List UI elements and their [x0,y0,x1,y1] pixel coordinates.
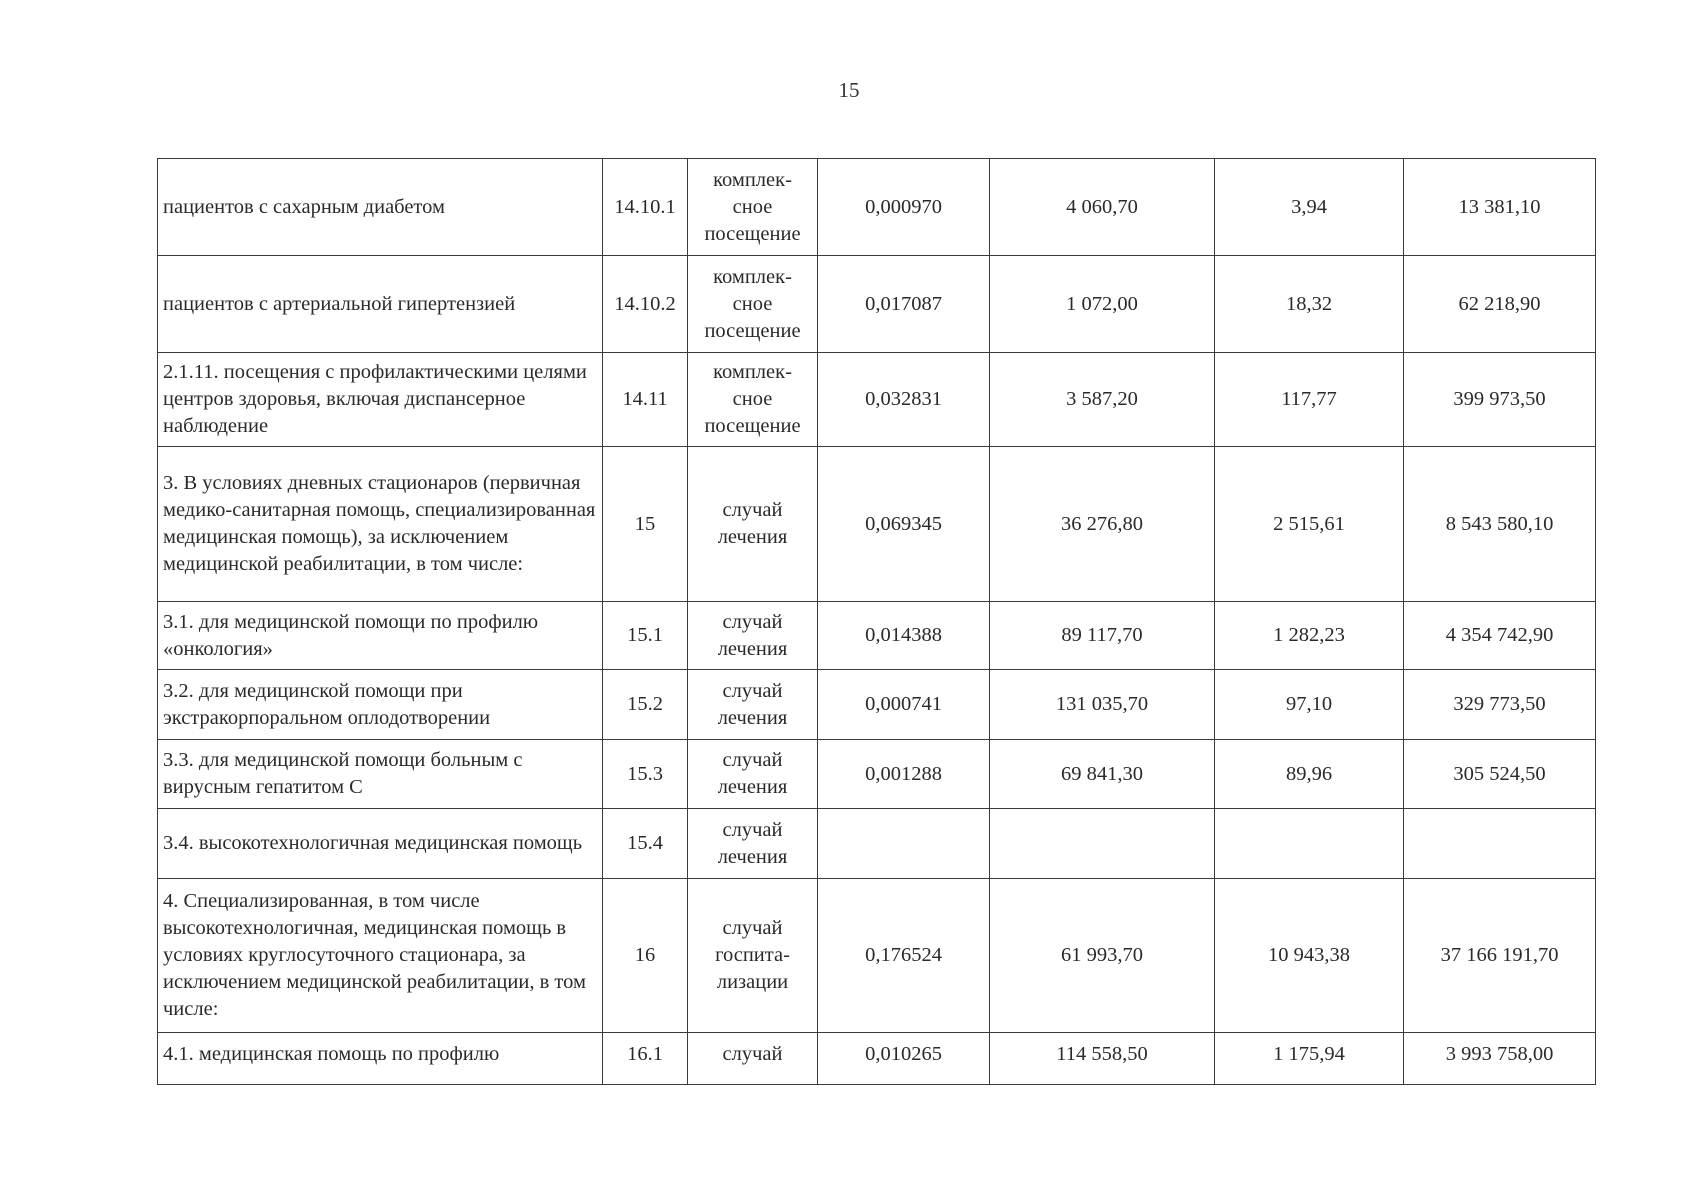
row-per-capita: 97,10 [1215,670,1404,740]
row-cost: 3 587,20 [990,353,1215,447]
row-name: 3. В условиях дневных стационаров (первичная медико-санитарная помощь, специализированная медицинская помощь), за исключением медицинской реабилитации, в том числе: [158,447,603,602]
row-cost: 114 558,50 [990,1033,1215,1085]
data-table [157,158,1596,1085]
table-row [158,740,1596,809]
table-row [158,447,1596,602]
row-norm: 0,032831 [818,353,990,447]
row-name: 3.1. для медицинской помощи по профилю «онкология» [158,602,603,670]
row-code: 16 [603,879,688,1033]
row-code: 14.10.2 [603,256,688,353]
row-total: 305 524,50 [1404,740,1596,809]
row-cost: 36 276,80 [990,447,1215,602]
page-number: 15 [838,78,860,102]
row-cost: 69 841,30 [990,740,1215,809]
table-row [158,602,1596,670]
row-unit: случай [688,1033,818,1085]
table-row [158,256,1596,353]
row-per-capita: 3,94 [1215,159,1404,256]
row-name: 3.3. для медицинской помощи больным с вирусным гепатитом С [158,740,603,809]
row-unit: комплек- сное посещение [688,159,818,256]
row-per-capita: 10 943,38 [1215,879,1404,1033]
row-code: 16.1 [603,1033,688,1085]
row-code: 14.11 [603,353,688,447]
row-unit: случай госпита- лизации [688,879,818,1033]
row-norm: 0,010265 [818,1033,990,1085]
row-name: 4.1. медицинская помощь по профилю [158,1033,603,1085]
row-total: 4 354 742,90 [1404,602,1596,670]
row-code: 15.3 [603,740,688,809]
row-per-capita [1215,809,1404,879]
row-per-capita: 18,32 [1215,256,1404,353]
row-name: пациентов с сахарным диабетом [158,159,603,256]
row-total: 3 993 758,00 [1404,1033,1596,1085]
table-row [158,1033,1596,1085]
row-unit: случай лечения [688,809,818,879]
row-code: 15 [603,447,688,602]
row-total: 8 543 580,10 [1404,447,1596,602]
row-unit: комплек- сное посещение [688,256,818,353]
row-total: 399 973,50 [1404,353,1596,447]
row-per-capita: 117,77 [1215,353,1404,447]
row-name: 2.1.11. посещения с профилактическими целями центров здоровья, включая диспансерное наблюдение [158,353,603,447]
row-per-capita: 2 515,61 [1215,447,1404,602]
row-total: 329 773,50 [1404,670,1596,740]
row-unit: случай лечения [688,447,818,602]
row-unit: случай лечения [688,670,818,740]
row-code: 15.4 [603,809,688,879]
table-row [158,809,1596,879]
table-row [158,670,1596,740]
row-total [1404,809,1596,879]
row-cost: 1 072,00 [990,256,1215,353]
row-total: 13 381,10 [1404,159,1596,256]
row-norm: 0,001288 [818,740,990,809]
table-row [158,159,1596,256]
row-norm [818,809,990,879]
row-code: 14.10.1 [603,159,688,256]
row-unit: комплек- сное посещение [688,353,818,447]
row-per-capita: 1 175,94 [1215,1033,1404,1085]
row-norm: 0,000970 [818,159,990,256]
row-name: 3.2. для медицинской помощи при экстракорпоральном оплодотворении [158,670,603,740]
row-name: 4. Специализированная, в том числе высокотехнологичная, медицинская помощь в условиях круглосуточного стационара, за исключением медицинской реабилитации, в том числе: [158,879,603,1033]
row-norm: 0,014388 [818,602,990,670]
row-cost: 4 060,70 [990,159,1215,256]
row-cost [990,809,1215,879]
table-row [158,353,1596,447]
row-norm: 0,000741 [818,670,990,740]
row-unit: случай лечения [688,602,818,670]
row-total: 37 166 191,70 [1404,879,1596,1033]
row-unit: случай лечения [688,740,818,809]
row-name: 3.4. высокотехнологичная медицинская помощь [158,809,603,879]
row-norm: 0,017087 [818,256,990,353]
row-cost: 61 993,70 [990,879,1215,1033]
row-cost: 131 035,70 [990,670,1215,740]
row-total: 62 218,90 [1404,256,1596,353]
row-per-capita: 89,96 [1215,740,1404,809]
row-norm: 0,176524 [818,879,990,1033]
row-per-capita: 1 282,23 [1215,602,1404,670]
row-code: 15.2 [603,670,688,740]
table-row [158,879,1596,1033]
row-norm: 0,069345 [818,447,990,602]
row-code: 15.1 [603,602,688,670]
row-name: пациентов с артериальной гипертензией [158,256,603,353]
row-cost: 89 117,70 [990,602,1215,670]
